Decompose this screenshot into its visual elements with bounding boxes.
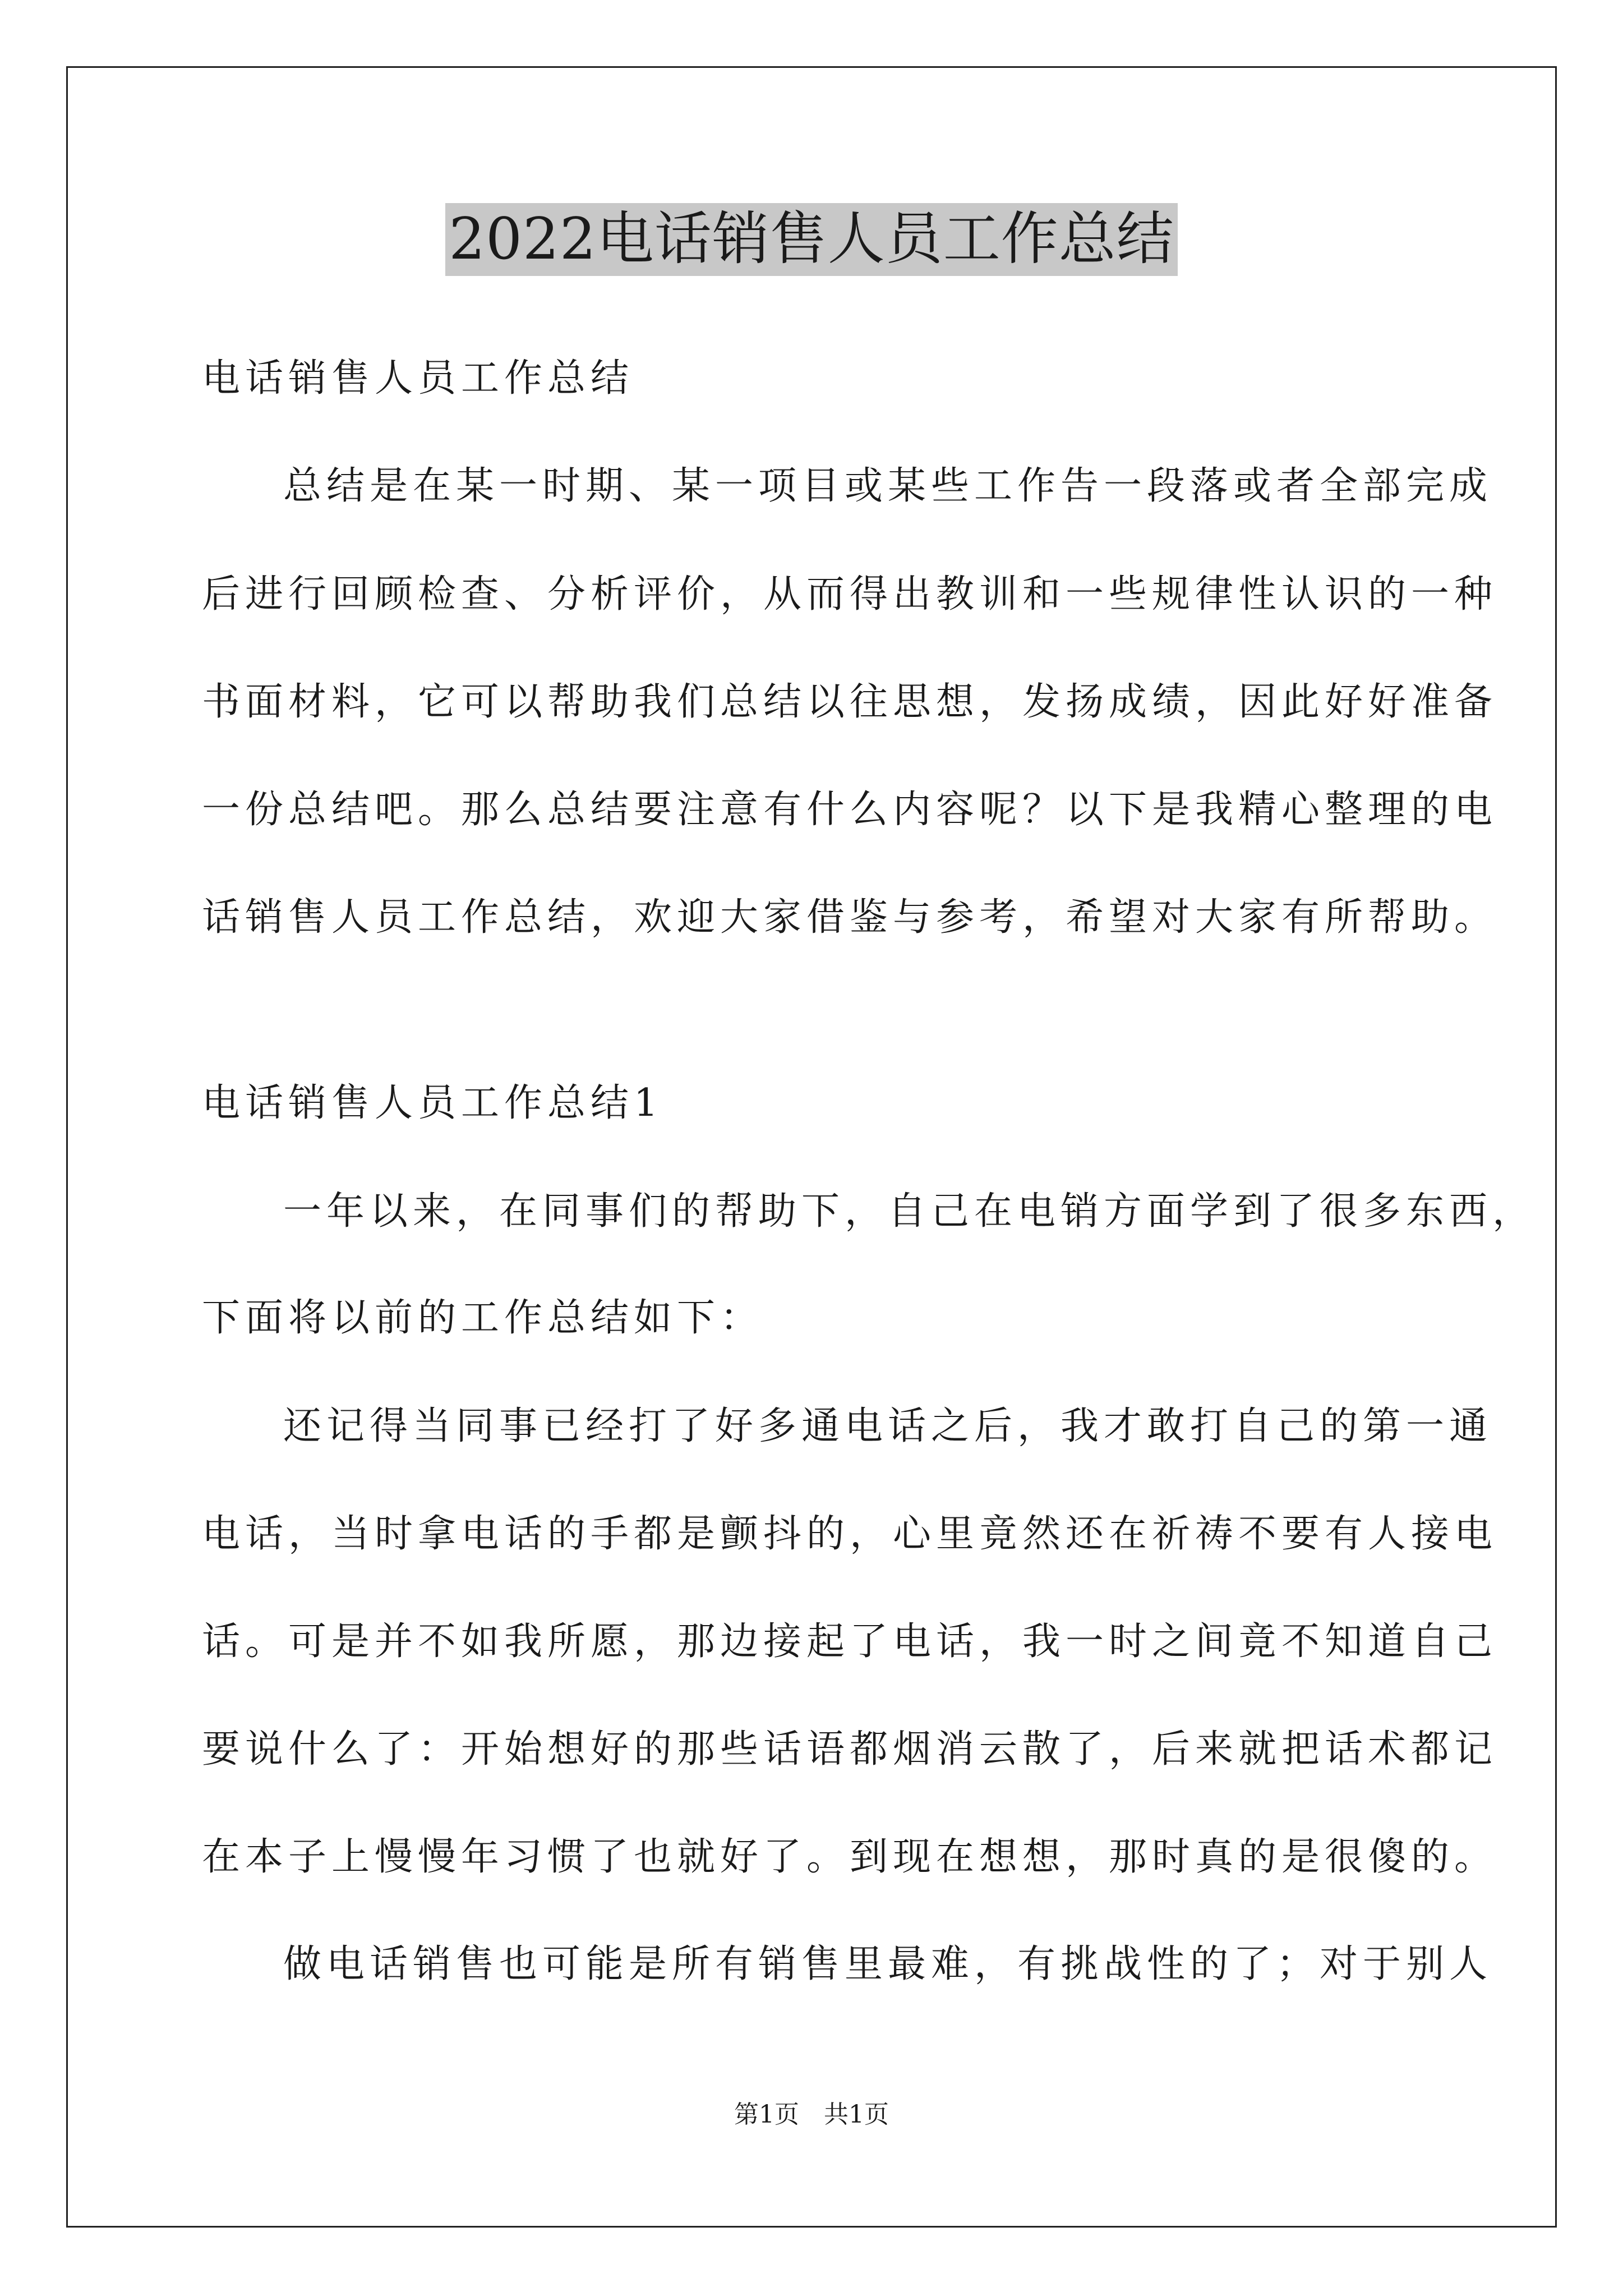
- title-container: [0, 203, 1623, 276]
- intro-line: 总结是在某一时期、某一项目或某些工作告一段落或者全部完成: [283, 464, 1493, 508]
- intro-line: 话销售人员工作总结，欢迎大家借鉴与参考，希望对大家有所帮助。: [202, 895, 1498, 940]
- body-line: 在本子上慢慢年习惯了也就好了。到现在想想，那时真的是很傻的。: [202, 1835, 1498, 1879]
- subtitle: 电话销售人员工作总结: [202, 356, 634, 401]
- intro-line: 书面材料，它可以帮助我们总结以往思想，发扬成绩，因此好好准备: [202, 680, 1498, 724]
- body-line: 下面将以前的工作总结如下：: [202, 1296, 764, 1340]
- intro-line: 一份总结吧。那么总结要注意有什么内容呢？以下是我精心整理的电: [202, 788, 1498, 832]
- body-line: 做电话销售也可能是所有销售里最难，有挑战性的了；对于别人: [283, 1942, 1493, 1986]
- section-heading: 电话销售人员工作总结1: [202, 1081, 663, 1125]
- body-line: 电话，当时拿电话的手都是颤抖的，心里竟然还在祈祷不要有人接电: [202, 1512, 1498, 1556]
- page-number: 第1页 共1页: [734, 2100, 889, 2129]
- body-line: 一年以来，在同事们的帮助下，自己在电销方面学到了很多东西，: [283, 1189, 1536, 1234]
- body-line: 要说什么了：开始想好的那些话语都烟消云散了，后来就把话术都记: [202, 1727, 1498, 1772]
- body-line: 话。可是并不如我所愿，那边接起了电话，我一时之间竟不知道自己: [202, 1619, 1498, 1664]
- intro-line: 后进行回顾检查、分析评价，从而得出教训和一些规律性认识的一种: [202, 572, 1498, 616]
- body-line: 还记得当同事已经打了好多通电话之后，我才敢打自己的第一通: [283, 1404, 1493, 1448]
- document-title: 2022电话销售人员工作总结: [445, 203, 1178, 276]
